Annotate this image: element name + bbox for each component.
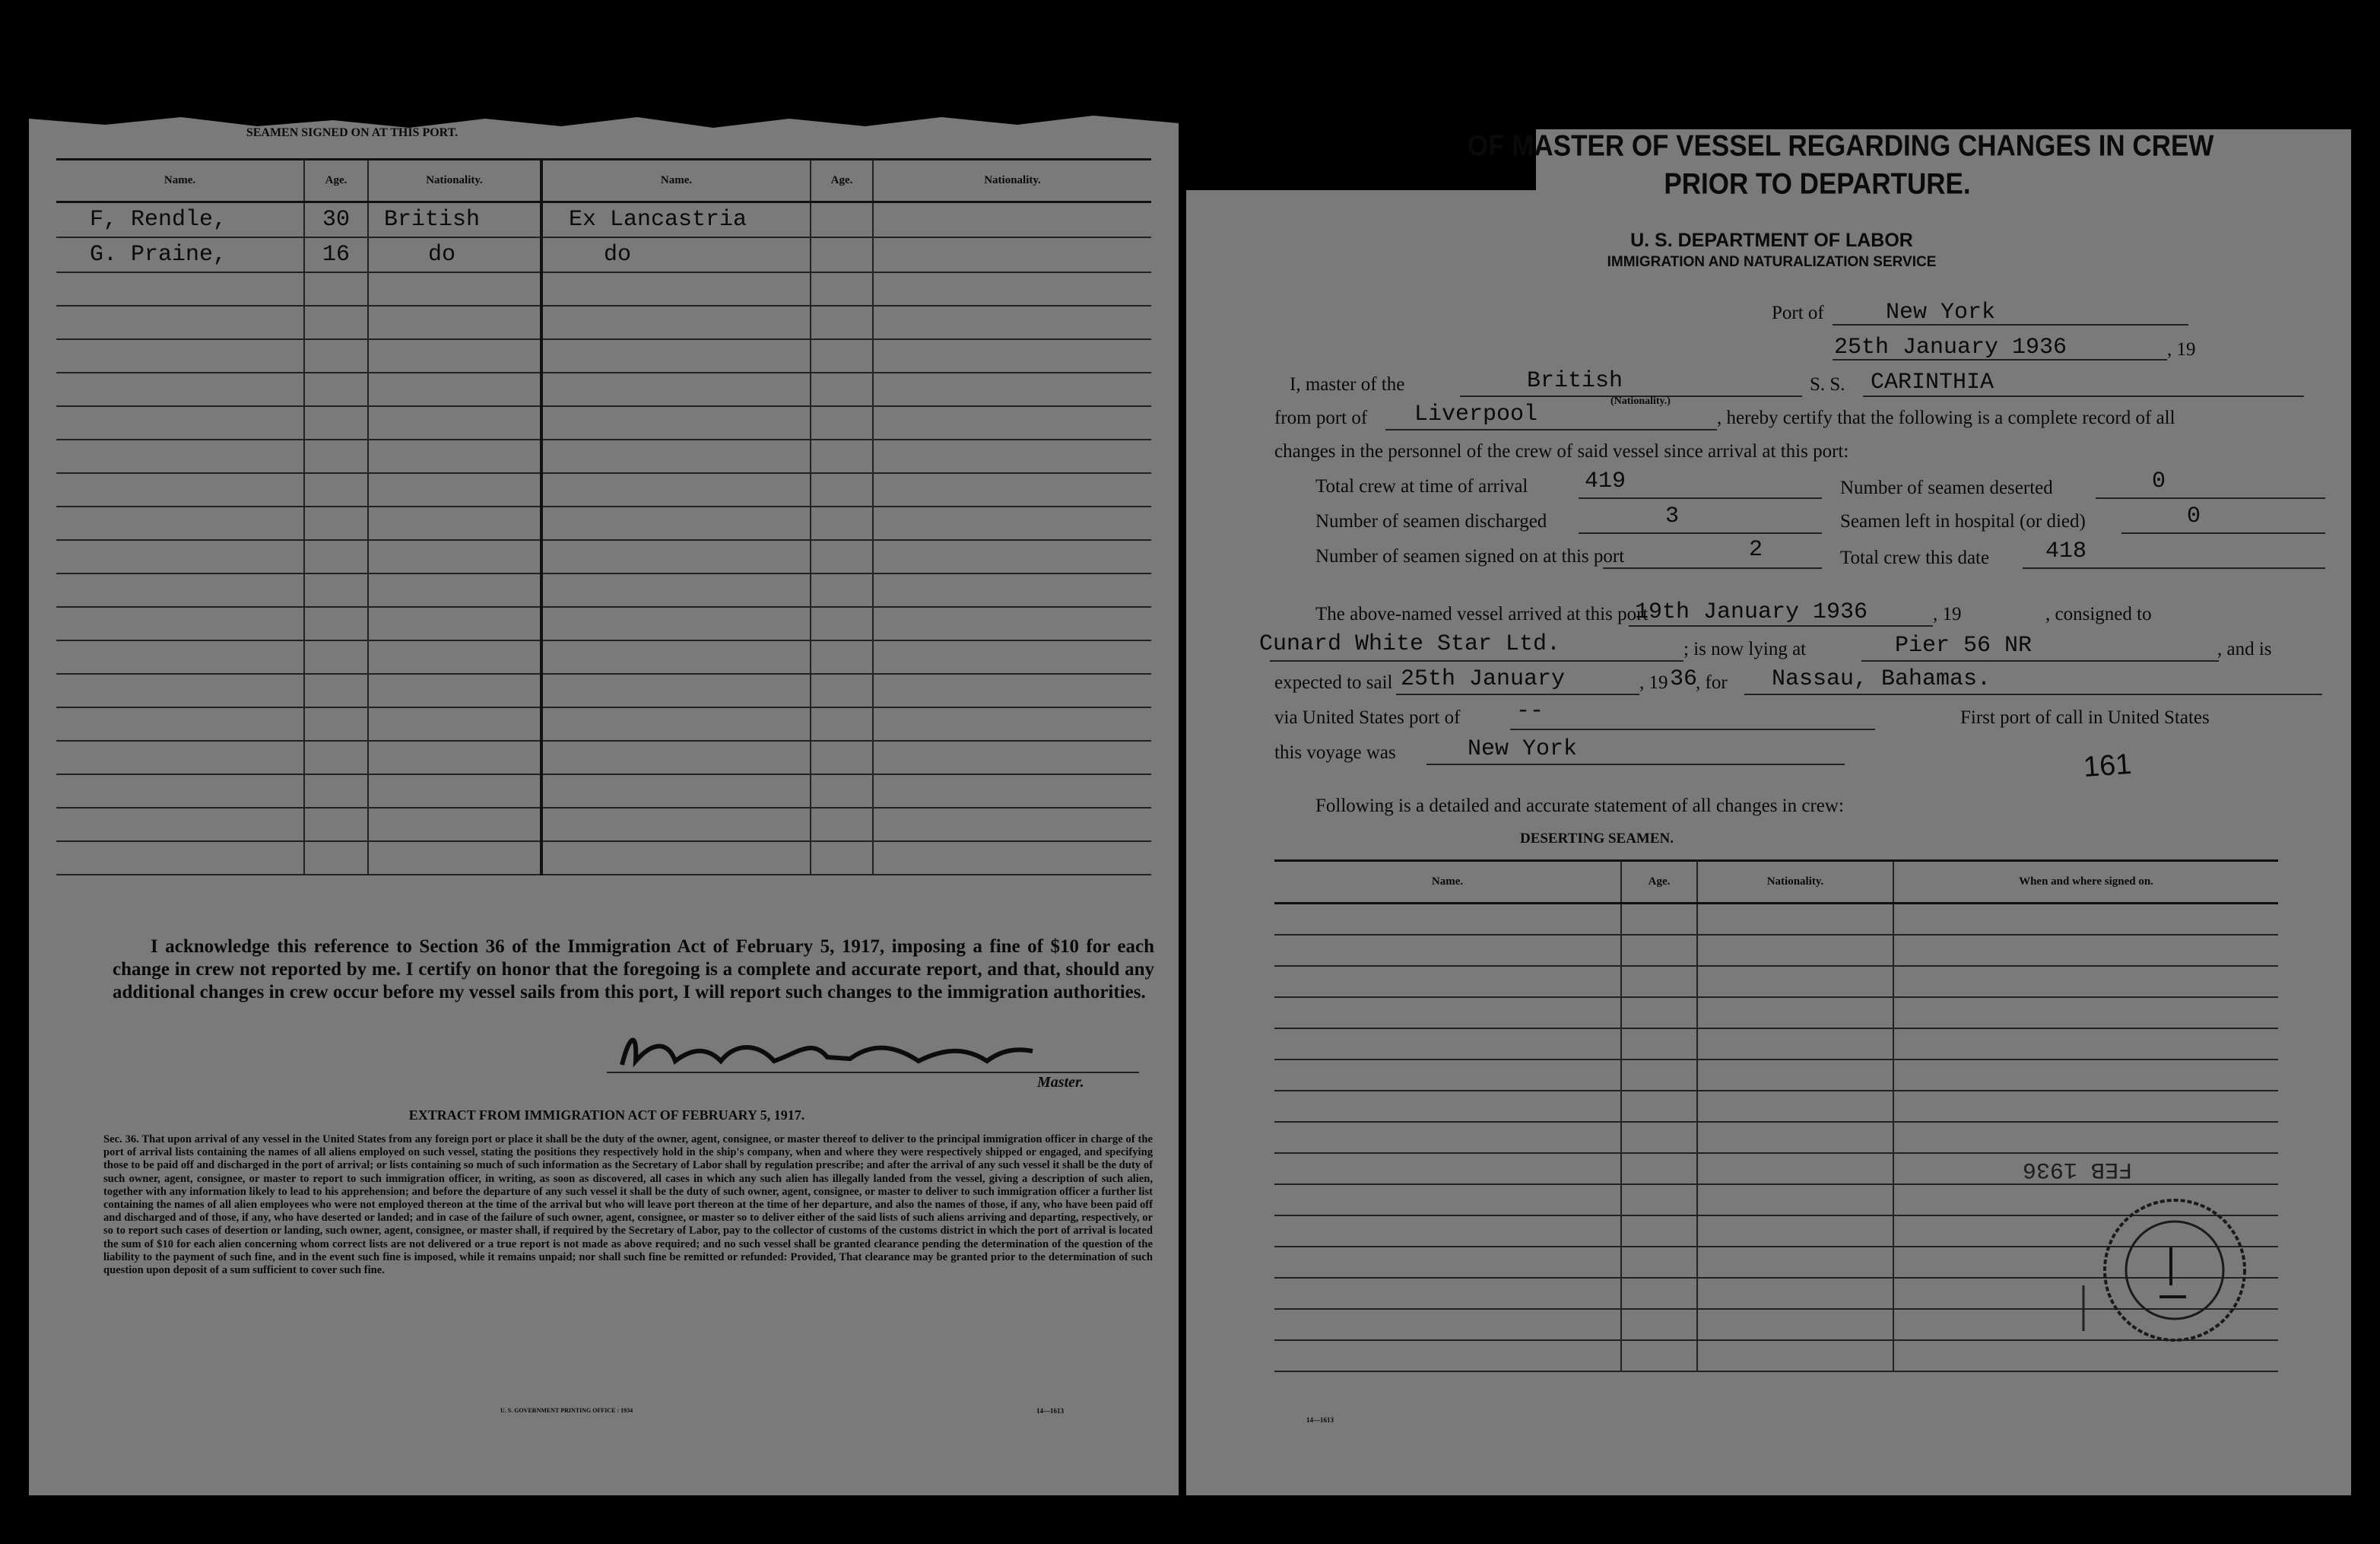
arrival-date: 19th January 1936	[1635, 599, 1868, 625]
empty-cell	[811, 741, 873, 774]
cell-nationality: British	[368, 202, 541, 237]
empty-cell	[1893, 904, 2278, 935]
acknowledgement-text: I acknowledge this reference to Section 36 of the Immigration Act of February 5, 1917, imposing a fine of $10 for each change in crew not reported by me. I certify on honor that the foregoing is a complete and accurate report, and that, should any additional changes in crew occur before my vessel sails from this port, I will report such changes to the immigration authorities.	[113, 936, 1154, 1002]
table-row	[56, 237, 1151, 272]
col-name-2: Name.	[541, 160, 811, 202]
empty-cell	[304, 707, 368, 741]
empty-cell	[1621, 1153, 1697, 1184]
empty-cell	[368, 339, 541, 373]
empty-cell	[1621, 1060, 1697, 1091]
empty-cell	[1621, 904, 1697, 935]
col-nationality: Nationality.	[1697, 861, 1893, 904]
cell-name: F, Rendle,	[56, 202, 304, 237]
empty-cell	[368, 607, 541, 640]
empty-cell	[1274, 997, 1621, 1028]
empty-cell	[1274, 1340, 1621, 1371]
empty-cell	[1697, 1340, 1893, 1371]
vessel-line	[1863, 396, 2304, 397]
service-heading: IMMIGRATION AND NATURALIZATION SERVICE	[1607, 254, 1937, 270]
first-call-label: First port of call in United States	[1960, 707, 2210, 728]
col-name: Name.	[1274, 861, 1621, 904]
empty-cell	[873, 674, 1151, 707]
empty-cell	[873, 507, 1151, 540]
empty-cell	[541, 607, 811, 640]
empty-cell	[1697, 1247, 1893, 1278]
extract-text: Sec. 36. That upon arrival of any vessel in the United States from any foreign port or place it shall be the duty of the owner, agent, consignee, or master thereof to deliver to the principal immigration officer in charge of the port of arrival lists containing the names of all aliens employed on such vessel, stating the positions they respectively hold in the ship's company, when and where they were respectively shipped or engaged, and specifying those to be paid off and discharged in the port of arrival; or lists containing so much of such information as the Secretary of Labor shall by regulation prescribe; and after the arrival of any such vessel it shall be the duty of such owner, agent, consignee, or master to report to such immigration officer, in writing, as soon as discovered, all cases in which any such alien has illegally landed from the vessel, giving a description of such alien, together with any information likely to lead to his apprehension; and before the departure of any such vessel it shall be the duty of such owner, agent, consignee, or master to deliver to such immigration officer a further list containing the names of all alien employees who were not employed thereon at the time of the arrival but who will leave port thereon at the time of her departure, and also the names of those, if any, who have been paid off and discharged and of those, if any, who have deserted or landed; and in case of the failure of such owner, agent, consignee, or master so to deliver either of the said lists of such aliens arriving and departing, respectively, or so to report such cases of desertion or landing, such owner, agent, consignee, or master shall, if required by the Secretary of Labor, pay to the collector of customs of the customs district in which the port of arrival is located the sum of $10 for each alien concerning whom correct lists are not delivered or a true report is not made as above required; and no such vessel shall be granted clearance pending the determination of the question of the liability to the payment of such fine, and in the event such fine is imposed, while it remains unpaid; nor shall such fine be remitted or refunded: Provided, That clearance may be granted prior to the determination of such question upon deposit of a sum sufficient to cover such fine.	[103, 1133, 1153, 1277]
cell-age: 30	[304, 202, 368, 237]
empty-cell	[56, 473, 304, 507]
empty-cell	[368, 272, 541, 306]
printer-note: U. S. GOVERNMENT PRINTING OFFICE : 1934	[500, 1407, 633, 1414]
empty-cell	[56, 640, 304, 674]
empty-cell	[541, 507, 811, 540]
empty-cell	[56, 373, 304, 406]
cell-age: 16	[304, 237, 368, 272]
empty-cell	[368, 774, 541, 808]
total-arrival-line	[1579, 497, 1822, 499]
discharged-label: Number of seamen discharged	[1315, 511, 1547, 532]
empty-cell	[1621, 935, 1697, 966]
cell-name-2: Ex Lancastria	[541, 202, 811, 237]
table-row	[56, 674, 1151, 707]
left-page	[29, 114, 1179, 1495]
empty-cell	[811, 339, 873, 373]
empty-cell	[1274, 1215, 1621, 1247]
empty-cell	[873, 406, 1151, 440]
empty-cell	[811, 473, 873, 507]
signed-line	[1603, 567, 1822, 569]
empty-cell	[1697, 1122, 1893, 1153]
empty-cell	[1697, 966, 1893, 997]
arrived-text: The above-named vessel arrived at this port	[1315, 604, 1649, 624]
empty-cell	[1893, 997, 2278, 1028]
page-number: 161	[2082, 748, 2133, 784]
empty-cell	[368, 573, 541, 607]
cell-nationality-2	[873, 237, 1151, 272]
form-number: 14—1613	[1036, 1407, 1064, 1415]
total-date-label: Total crew this date	[1840, 548, 1990, 568]
table-row	[56, 573, 1151, 607]
cell-nationality: do	[368, 237, 541, 272]
nationality-label: (Nationality.)	[1610, 396, 1671, 407]
empty-cell	[873, 707, 1151, 741]
cell-age-2	[811, 202, 873, 237]
sail-year-prefix: , 19	[1639, 672, 1668, 693]
col-when-where: When and where signed on.	[1893, 861, 2278, 904]
empty-cell	[1621, 1340, 1697, 1371]
table-row	[56, 640, 1151, 674]
empty-cell	[873, 473, 1151, 507]
table-row	[1274, 997, 2278, 1028]
via-line	[1510, 729, 1875, 730]
col-age: Age.	[304, 160, 368, 202]
deserted-line	[2096, 497, 2325, 499]
empty-cell	[1621, 1309, 1697, 1340]
empty-cell	[541, 707, 811, 741]
hospital-line	[2121, 532, 2325, 534]
form-number-right: 14—1613	[1306, 1416, 1334, 1424]
empty-cell	[1697, 997, 1893, 1028]
pier: Pier 56 NR	[1895, 633, 2033, 659]
empty-cell	[304, 339, 368, 373]
empty-cell	[1893, 1060, 2278, 1091]
via-port: --	[1516, 698, 1544, 724]
table-row	[1274, 1060, 2278, 1091]
empty-cell	[1621, 1215, 1697, 1247]
consignee-line	[1270, 660, 1683, 662]
empty-cell	[56, 774, 304, 808]
table-row	[56, 841, 1151, 875]
empty-cell	[56, 507, 304, 540]
total-date-line	[2023, 567, 2325, 569]
empty-cell	[873, 808, 1151, 841]
empty-cell	[368, 373, 541, 406]
table-row	[56, 306, 1151, 339]
empty-cell	[541, 339, 811, 373]
table-row	[56, 607, 1151, 640]
empty-cell	[541, 473, 811, 507]
sail-label: expected to sail	[1274, 672, 1393, 693]
empty-cell	[368, 406, 541, 440]
empty-cell	[811, 573, 873, 607]
empty-cell	[304, 406, 368, 440]
empty-cell	[811, 707, 873, 741]
table-row	[1274, 966, 2278, 997]
empty-cell	[873, 640, 1151, 674]
empty-cell	[873, 339, 1151, 373]
table-row	[56, 202, 1151, 237]
discharged-line	[1579, 532, 1822, 534]
following-text: Following is a detailed and accurate statement of all changes in crew:	[1315, 796, 1844, 816]
port-value: New York	[1886, 300, 1996, 326]
empty-cell	[811, 674, 873, 707]
consigned-label: , consigned to	[2045, 604, 2152, 624]
table-row	[1274, 904, 2278, 935]
date-stamp: FEB 1936	[2023, 1156, 2133, 1182]
col-name: Name.	[56, 160, 304, 202]
form-title-1: OF MASTER OF VESSEL REGARDING CHANGES IN CREW	[1468, 129, 2214, 163]
empty-cell	[1697, 1278, 1893, 1309]
empty-cell	[56, 808, 304, 841]
torn-edge-2	[1536, 114, 2351, 129]
vessel-name: CARINTHIA	[1871, 370, 1994, 396]
empty-cell	[368, 808, 541, 841]
empty-cell	[541, 272, 811, 306]
hospital-value: 0	[2187, 504, 2201, 529]
table-row	[56, 808, 1151, 841]
empty-cell	[1893, 966, 2278, 997]
empty-cell	[56, 573, 304, 607]
empty-cell	[368, 741, 541, 774]
total-arrival-label: Total crew at time of arrival	[1315, 476, 1528, 497]
empty-cell	[368, 440, 541, 473]
empty-cell	[1697, 904, 1893, 935]
empty-cell	[873, 774, 1151, 808]
right-page	[1186, 114, 2351, 1495]
arrived-suffix: , 19	[1933, 604, 1962, 624]
port-label: Port of	[1772, 303, 1824, 323]
empty-cell	[1621, 1091, 1697, 1122]
empty-cell	[368, 841, 541, 875]
empty-cell	[304, 306, 368, 339]
col-nationality: Nationality.	[368, 160, 541, 202]
master-label: Master.	[1037, 1074, 1084, 1091]
empty-cell	[873, 440, 1151, 473]
empty-cell	[304, 373, 368, 406]
empty-cell	[541, 808, 811, 841]
empty-cell	[811, 507, 873, 540]
empty-cell	[304, 640, 368, 674]
empty-cell	[873, 741, 1151, 774]
empty-cell	[1893, 1028, 2278, 1060]
empty-cell	[541, 640, 811, 674]
empty-cell	[811, 540, 873, 573]
voyage-line	[1426, 764, 1845, 765]
empty-cell	[56, 306, 304, 339]
table-row	[56, 774, 1151, 808]
empty-cell	[873, 573, 1151, 607]
and-is: , and is	[2217, 639, 2272, 659]
empty-cell	[873, 272, 1151, 306]
empty-cell	[1621, 997, 1697, 1028]
table-row	[56, 272, 1151, 306]
empty-cell	[873, 373, 1151, 406]
deserted-label: Number of seamen deserted	[1840, 478, 2053, 498]
empty-cell	[811, 440, 873, 473]
empty-cell	[1697, 1028, 1893, 1060]
empty-cell	[1621, 1028, 1697, 1060]
empty-cell	[1697, 1215, 1893, 1247]
empty-cell	[368, 707, 541, 741]
from-port-value: Liverpool	[1414, 402, 1538, 427]
seamen-signed-table	[56, 160, 1151, 875]
voyage: New York	[1468, 736, 1578, 762]
empty-cell	[1697, 1184, 1893, 1215]
empty-cell	[56, 540, 304, 573]
deserting-title: DESERTING SEAMEN.	[1519, 831, 1674, 847]
signed-value: 2	[1749, 537, 1763, 563]
empty-cell	[1274, 966, 1621, 997]
empty-cell	[56, 440, 304, 473]
empty-cell	[873, 841, 1151, 875]
form-title-2: PRIOR TO DEPARTURE.	[1664, 167, 1971, 201]
empty-cell	[56, 674, 304, 707]
empty-cell	[811, 640, 873, 674]
empty-cell	[541, 674, 811, 707]
table-row	[56, 440, 1151, 473]
col-age-2: Age.	[811, 160, 873, 202]
empty-cell	[1274, 1153, 1621, 1184]
empty-cell	[368, 306, 541, 339]
empty-cell	[56, 841, 304, 875]
empty-cell	[873, 540, 1151, 573]
extract-title: EXTRACT FROM IMMIGRATION ACT OF FEBRUARY 5, 1917.	[408, 1107, 805, 1123]
left-torn-edge	[29, 111, 1179, 141]
table-row	[56, 741, 1151, 774]
empty-cell	[1893, 1091, 2278, 1122]
empty-cell	[1274, 904, 1621, 935]
empty-cell	[56, 272, 304, 306]
table-row	[56, 707, 1151, 741]
empty-cell	[1274, 1091, 1621, 1122]
empty-cell	[1697, 1060, 1893, 1091]
from-port-line	[1385, 429, 1717, 430]
empty-cell	[56, 406, 304, 440]
table-row	[56, 473, 1151, 507]
from-port-label: from port of	[1274, 408, 1368, 428]
cell-nationality-2	[873, 202, 1151, 237]
empty-cell	[304, 808, 368, 841]
date-suffix: , 19	[2167, 339, 2196, 360]
empty-cell	[368, 640, 541, 674]
empty-cell	[1621, 1122, 1697, 1153]
destination-line	[1744, 694, 2322, 695]
pier-line	[1861, 660, 2219, 662]
ss-label: S. S.	[1810, 374, 1845, 395]
via-label: via United States port of	[1274, 707, 1461, 728]
empty-cell	[1274, 1247, 1621, 1278]
empty-cell	[1274, 935, 1621, 966]
empty-cell	[304, 507, 368, 540]
master-of-label: I, master of the	[1290, 374, 1405, 395]
dept-heading: U. S. DEPARTMENT OF LABOR	[1630, 230, 1913, 251]
certify-text: , hereby certify that the following is a complete record of all	[1717, 408, 2175, 428]
empty-cell	[304, 540, 368, 573]
table-row	[1274, 1091, 2278, 1122]
sail-year: 36	[1670, 666, 1698, 692]
empty-cell	[1274, 1184, 1621, 1215]
empty-cell	[1697, 935, 1893, 966]
empty-cell	[541, 573, 811, 607]
empty-cell	[541, 306, 811, 339]
empty-cell	[811, 774, 873, 808]
cell-age-2	[811, 237, 873, 272]
total-date-value: 418	[2045, 538, 2087, 564]
total-arrival-value: 419	[1585, 469, 1626, 494]
empty-cell	[541, 440, 811, 473]
cell-name: G. Praine,	[56, 237, 304, 272]
empty-cell	[56, 707, 304, 741]
empty-cell	[811, 607, 873, 640]
empty-cell	[368, 674, 541, 707]
changes-text: changes in the personnel of the crew of said vessel since arrival at this port:	[1274, 441, 1849, 462]
table-row	[1274, 1028, 2278, 1060]
section-title: SEAMEN SIGNED ON AT THIS PORT.	[246, 126, 459, 139]
col-nationality-2: Nationality.	[873, 160, 1151, 202]
table-row	[1274, 935, 2278, 966]
empty-cell	[56, 607, 304, 640]
empty-cell	[811, 306, 873, 339]
discharged-value: 3	[1665, 504, 1680, 529]
col-age: Age.	[1621, 861, 1697, 904]
voyage-label: this voyage was	[1274, 742, 1396, 763]
empty-cell	[1274, 1060, 1621, 1091]
cell-name-2: do	[541, 237, 811, 272]
empty-cell	[56, 339, 304, 373]
empty-cell	[811, 406, 873, 440]
empty-cell	[1274, 1278, 1621, 1309]
empty-cell	[304, 774, 368, 808]
empty-cell	[368, 507, 541, 540]
empty-cell	[811, 272, 873, 306]
hospital-label: Seamen left in hospital (or died)	[1840, 511, 2086, 532]
empty-cell	[304, 473, 368, 507]
empty-cell	[541, 774, 811, 808]
empty-cell	[1621, 966, 1697, 997]
empty-cell	[1274, 1028, 1621, 1060]
empty-cell	[368, 540, 541, 573]
deserted-value: 0	[2152, 469, 2166, 494]
table-row	[56, 540, 1151, 573]
empty-cell	[1621, 1278, 1697, 1309]
empty-cell	[304, 440, 368, 473]
empty-cell	[541, 373, 811, 406]
empty-cell	[541, 540, 811, 573]
empty-cell	[304, 674, 368, 707]
empty-cell	[1621, 1247, 1697, 1278]
empty-cell	[541, 406, 811, 440]
table-row	[56, 339, 1151, 373]
empty-cell	[811, 808, 873, 841]
destination: Nassau, Bahamas.	[1772, 666, 1991, 692]
empty-cell	[304, 272, 368, 306]
empty-cell	[541, 841, 811, 875]
for-label: , for	[1696, 672, 1728, 693]
empty-cell	[873, 306, 1151, 339]
empty-cell	[304, 741, 368, 774]
empty-cell	[1274, 1122, 1621, 1153]
table-row	[56, 373, 1151, 406]
nationality-value: British	[1527, 368, 1623, 394]
table-row	[56, 507, 1151, 540]
empty-cell	[1697, 1309, 1893, 1340]
empty-cell	[873, 607, 1151, 640]
empty-cell	[368, 473, 541, 507]
sail-date: 25th January	[1401, 666, 1566, 692]
empty-cell	[304, 607, 368, 640]
consignee: Cunard White Star Ltd.	[1259, 631, 1561, 657]
signed-label: Number of seamen signed on at this port	[1315, 546, 1625, 567]
empty-cell	[1274, 1309, 1621, 1340]
empty-cell	[1893, 935, 2278, 966]
lying-label: ; is now lying at	[1683, 639, 1807, 659]
empty-cell	[56, 741, 304, 774]
sail-line	[1396, 694, 1639, 695]
empty-cell	[811, 841, 873, 875]
date-value: 25th January 1936	[1834, 335, 2067, 361]
empty-cell	[1697, 1153, 1893, 1184]
empty-cell	[811, 373, 873, 406]
empty-cell	[304, 573, 368, 607]
empty-cell	[1621, 1184, 1697, 1215]
empty-cell	[1697, 1091, 1893, 1122]
empty-cell	[304, 841, 368, 875]
arrival-date-line	[1629, 625, 1933, 627]
table-row	[56, 406, 1151, 440]
empty-cell	[541, 741, 811, 774]
